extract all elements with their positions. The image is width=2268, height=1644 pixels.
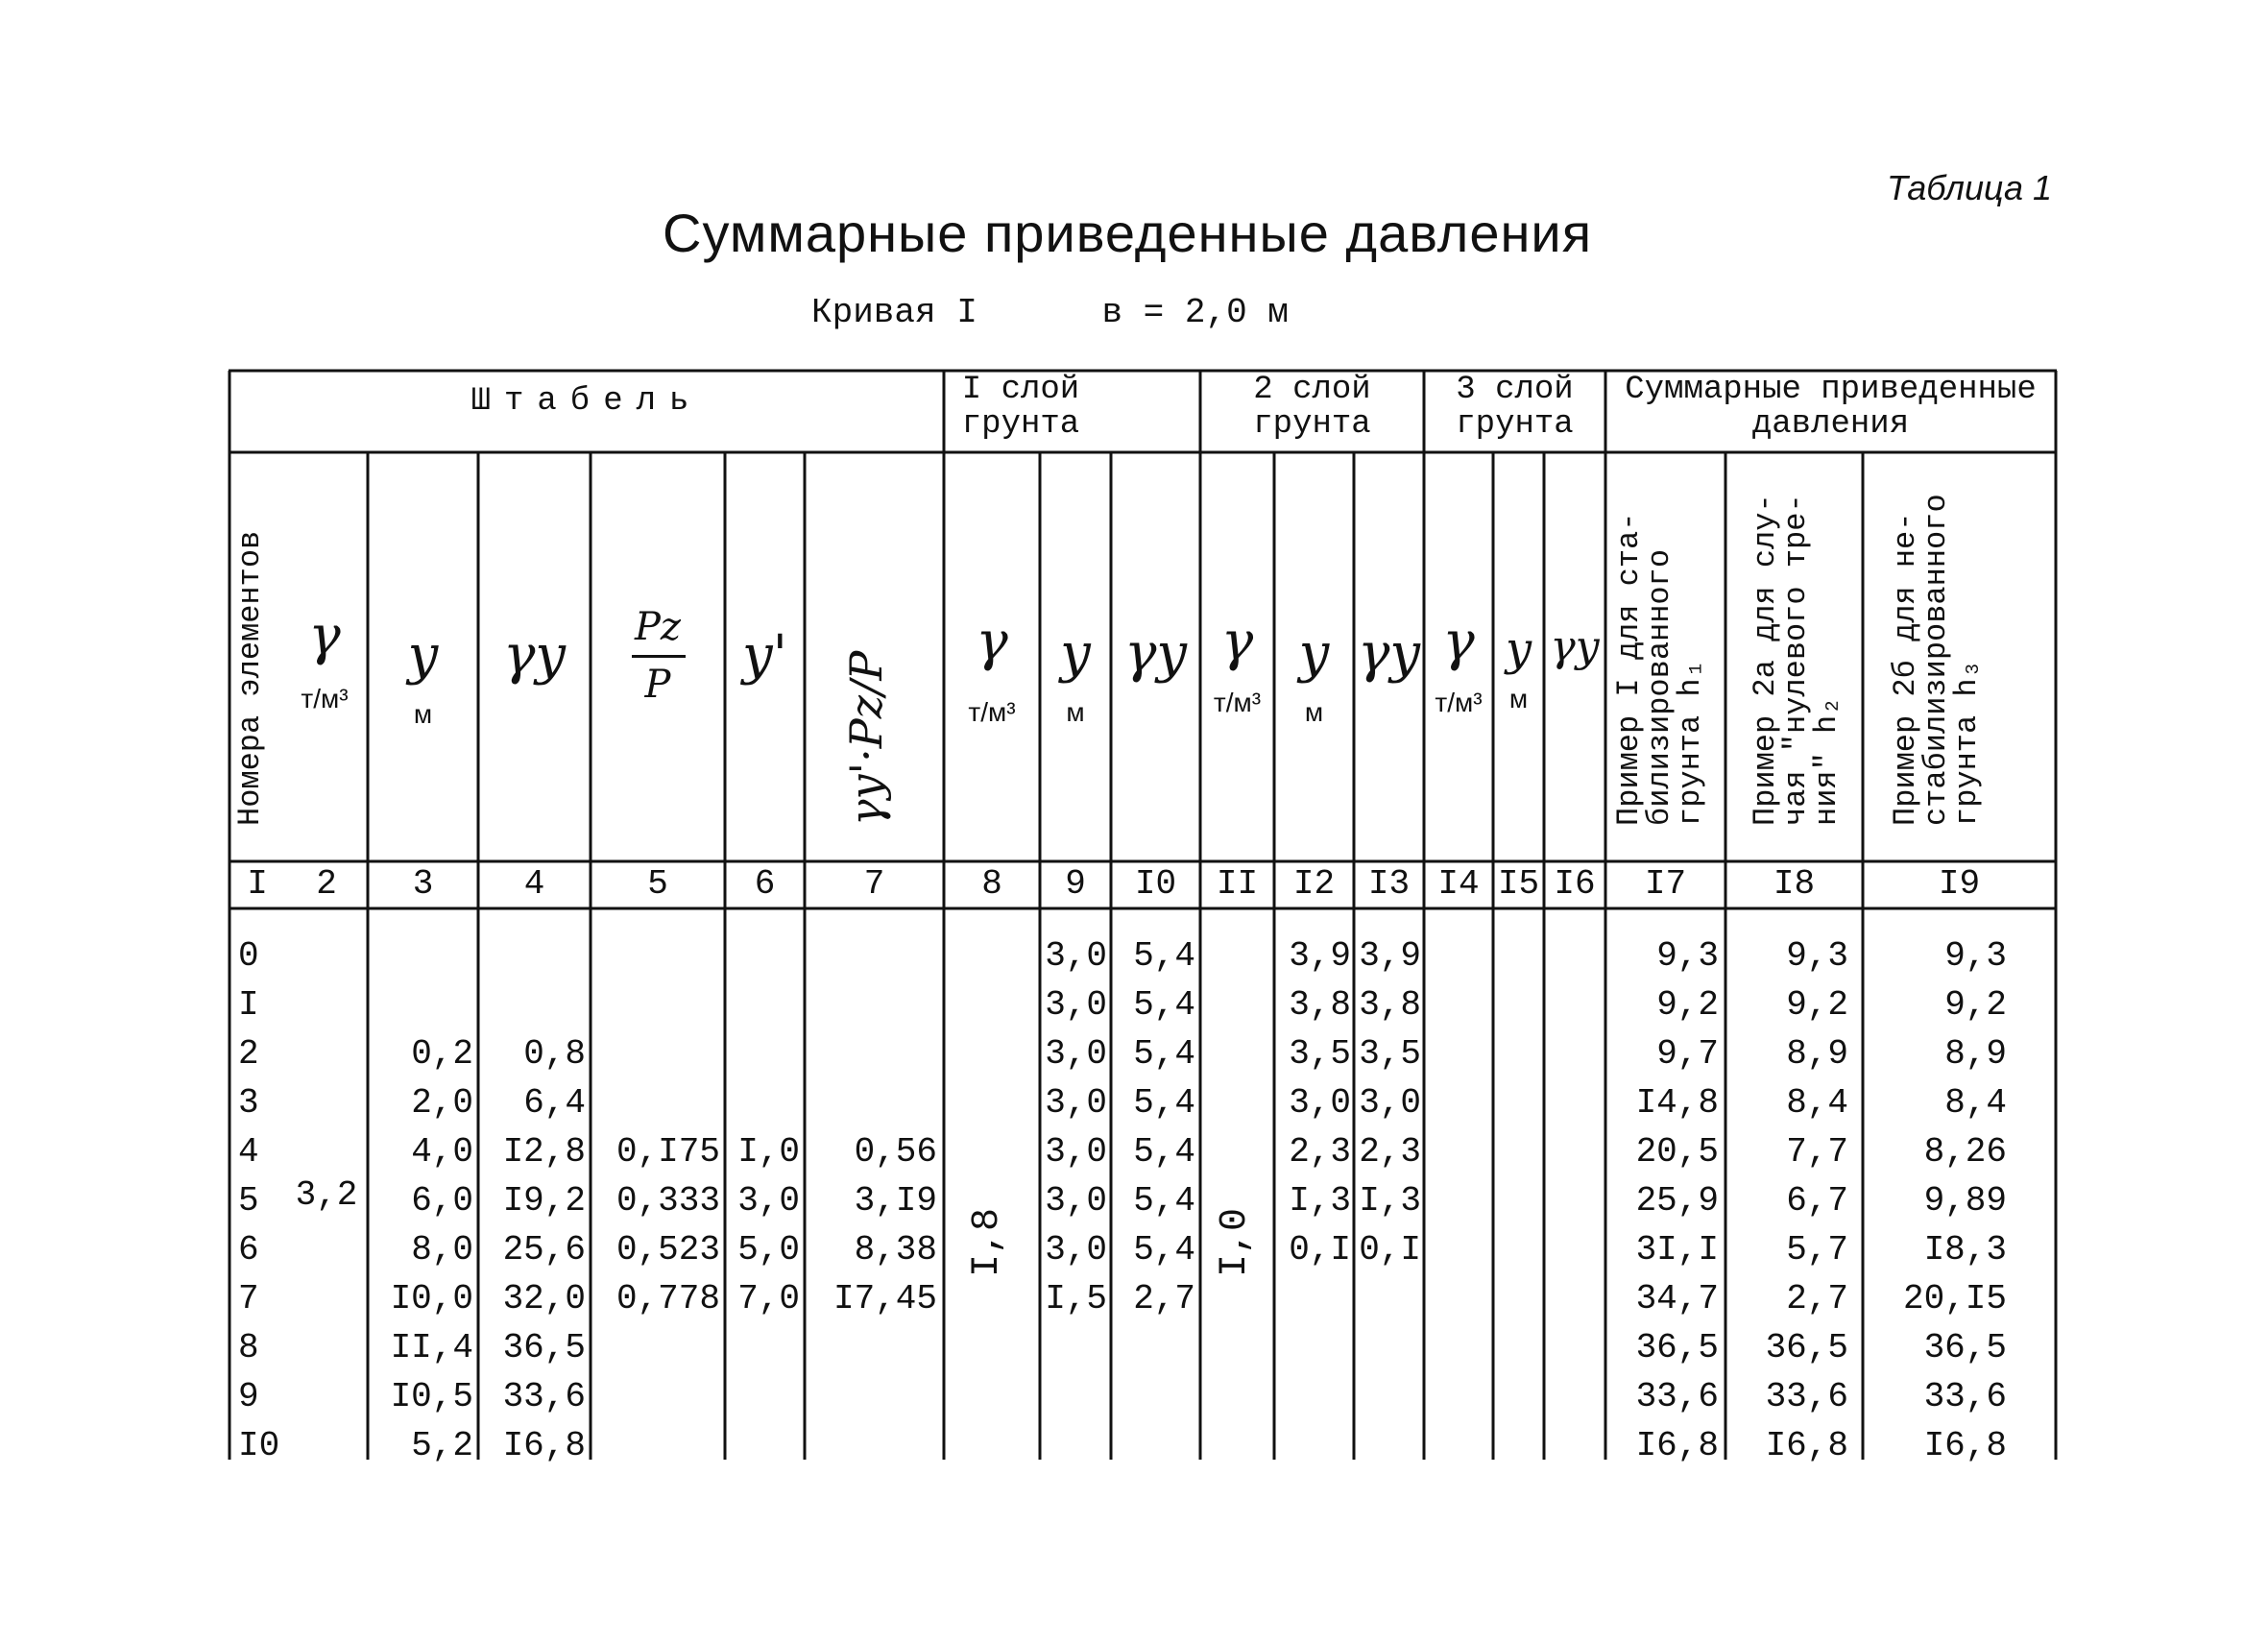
header-col14-symbol: γ [1442,611,1475,673]
colnum-5: 5 [647,864,668,904]
cell-c10: 5,4 [1133,1230,1195,1269]
cell-c13: 3,8 [1359,985,1421,1025]
colnum-19: I9 [1938,864,1981,904]
header-col18-line2: чая "нулевого тре- [1778,494,1814,826]
cell-c6: 5,0 [737,1230,800,1269]
colnum-3: 3 [412,864,434,904]
table-label: Таблица 1 [1887,168,2053,207]
colnum-10: I0 [1134,864,1177,904]
cell-c9: I,5 [1045,1279,1107,1318]
cell-c17: 36,5 [1635,1328,1719,1367]
merged-col11-gamma: I,0 [1214,1207,1257,1277]
cell-n: 4 [238,1132,259,1172]
colnum-14: I4 [1437,864,1480,904]
cell-c9: 3,0 [1045,1230,1107,1269]
header-col17-line1: Пример I для ста- [1611,512,1647,826]
group-layer1-line2: грунта [961,406,1080,443]
cell-c12: 3,0 [1289,1083,1351,1123]
header-col16-symbol: γy [1550,622,1600,671]
colnum-7: 7 [863,864,885,904]
header-col17-line2: билизированного [1642,548,1677,826]
cell-c19: 9,89 [1923,1181,2007,1221]
header-col5-numerator: Pz [635,605,681,649]
page-title: Суммарные приведенные давления [663,203,1593,263]
header-col5-denominator: P [644,663,671,707]
header-col10-symbol: γy [1123,622,1188,685]
cell-n: 2 [238,1034,259,1074]
header-element-numbers: Номера элементов [232,530,268,826]
header-col3-symbol: y [407,624,439,687]
cell-c9: 3,0 [1045,1034,1107,1074]
colnum-17: I7 [1644,864,1687,904]
cell-c4: 0,8 [523,1034,586,1074]
header-col11-symbol: γ [1220,611,1254,673]
group-sum-line1: Суммарные приведенные [1625,372,2037,408]
cell-c18: 8,4 [1786,1083,1848,1123]
cell-c9: 3,0 [1045,1083,1107,1123]
colnum-16: I6 [1554,864,1596,904]
cell-c9: 3,0 [1045,1181,1107,1221]
header-col15-symbol: y [1505,622,1532,676]
header-col18-line1: Пример 2а для слу- [1748,494,1783,826]
cell-c3: 6,0 [411,1181,473,1221]
cell-c19: 20,I5 [1902,1279,2007,1318]
cell-c12: 3,5 [1289,1034,1351,1074]
cell-n: 0 [238,936,259,976]
header-col4-symbol: γy [502,624,567,687]
cell-c3: 4,0 [411,1132,473,1172]
cell-n: 6 [238,1230,259,1269]
cell-c18: I6,8 [1765,1426,1848,1465]
cell-c5: 0,333 [615,1181,720,1221]
cell-c5: 0,523 [615,1230,720,1269]
cell-c17: 3I,I [1635,1230,1719,1269]
colnum-2: 2 [316,864,337,904]
cell-c12: 0,I [1289,1230,1351,1269]
cell-c5: 0,778 [615,1279,720,1318]
cell-c12: 2,3 [1289,1132,1351,1172]
cell-c10: 5,4 [1133,1181,1195,1221]
header-col14-unit: т/м³ [1435,688,1483,717]
cell-c7: 3,I9 [854,1181,937,1221]
header-col12-unit: м [1304,697,1324,727]
header-col12-symbol: y [1298,622,1330,685]
header-col3-unit: м [413,699,433,729]
cell-c5: 0,I75 [615,1132,720,1172]
header-col11-unit: т/м³ [1213,688,1262,717]
cell-c19: I6,8 [1923,1426,2007,1465]
cell-c18: 2,7 [1786,1279,1848,1318]
cell-c17: 33,6 [1635,1377,1719,1416]
cell-c17: 9,7 [1656,1034,1719,1074]
cell-c19: 9,3 [1944,936,2007,976]
cell-c10: 5,4 [1133,1132,1195,1172]
header-col6-symbol: y' [741,624,788,687]
cell-c17: I6,8 [1635,1426,1719,1465]
cell-c17: 34,7 [1635,1279,1719,1318]
cell-c7: 0,56 [854,1132,937,1172]
cell-c3: 8,0 [411,1230,473,1269]
cell-c19: I8,3 [1923,1230,2007,1269]
cell-c3: I0,0 [390,1279,473,1318]
cell-c17: 9,2 [1656,985,1719,1025]
header-col19-line1: Пример 2б для не- [1888,512,1923,826]
cell-c4: 6,4 [523,1083,586,1123]
header-col17-line3: грунта h₁ [1673,660,1708,826]
cell-c3: 2,0 [411,1083,473,1123]
cell-c12: 3,9 [1289,936,1351,976]
cell-c6: I,0 [737,1132,800,1172]
cell-c19: 8,26 [1923,1132,2007,1172]
cell-c18: 9,3 [1786,936,1848,976]
cell-c13: I,3 [1359,1181,1421,1221]
group-layer2-line1: 2 слой [1253,372,1371,408]
group-layer1-line1: I слой [961,372,1080,408]
group-layer3-line1: 3 слой [1456,372,1574,408]
cell-c4: 36,5 [502,1328,586,1367]
cell-c18: 7,7 [1786,1132,1848,1172]
cell-c18: 6,7 [1786,1181,1848,1221]
cell-c7: I7,45 [832,1279,937,1318]
cell-c19: 9,2 [1944,985,2007,1025]
merged-col8-gamma: I,8 [966,1207,1009,1277]
cell-n: I [238,985,259,1025]
cell-c17: 20,5 [1635,1132,1719,1172]
cell-c13: 3,9 [1359,936,1421,976]
header-col7-formula: γy'·Pz/P [840,650,892,826]
cell-n: 3 [238,1083,259,1123]
header-col9-unit: м [1066,697,1085,727]
cell-c3: II,4 [390,1328,473,1367]
cell-c10: 5,4 [1133,1083,1195,1123]
cell-n: 8 [238,1328,259,1367]
cell-c9: 3,0 [1045,1132,1107,1172]
group-layer3-line2: грунта [1456,406,1574,443]
cell-c6: 7,0 [737,1279,800,1318]
colnum-1: I [247,864,268,904]
cell-c4: 32,0 [502,1279,586,1318]
colnum-13: I3 [1367,864,1411,904]
cell-c3: 5,2 [411,1426,473,1465]
header-col2-unit: т/м³ [301,684,349,713]
cell-c4: 25,6 [502,1230,586,1269]
cell-c18: 33,6 [1765,1377,1848,1416]
cell-c3: 0,2 [411,1034,473,1074]
cell-c18: 36,5 [1765,1328,1848,1367]
cell-c10: 5,4 [1133,985,1195,1025]
cell-c13: 2,3 [1359,1132,1421,1172]
cell-c3: I0,5 [390,1377,473,1416]
cell-c13: 3,5 [1359,1034,1421,1074]
header-col19-line3: грунта h₃ [1949,660,1985,826]
cell-c4: I2,8 [502,1132,586,1172]
group-layer2-line2: грунта [1253,406,1371,443]
colnum-15: I5 [1497,864,1540,904]
cell-c17: 25,9 [1635,1181,1719,1221]
cell-c18: 8,9 [1786,1034,1848,1074]
colnum-4: 4 [523,864,545,904]
colnum-12: I2 [1292,864,1336,904]
header-col19-line2: стабилизированного [1918,494,1954,826]
cell-c10: 5,4 [1133,936,1195,976]
group-sum-line2: давления [1751,406,1910,443]
cell-c10: 5,4 [1133,1034,1195,1074]
cell-c12: 3,8 [1289,985,1351,1025]
cell-c18: 9,2 [1786,985,1848,1025]
header-col15-unit: м [1508,684,1529,713]
cell-c4: I6,8 [502,1426,586,1465]
cell-c9: 3,0 [1045,936,1107,976]
merged-col2-gamma: 3,2 [295,1175,358,1215]
cell-c17: 9,3 [1656,936,1719,976]
cell-c19: 8,4 [1944,1083,2007,1123]
cell-n: I0 [238,1426,280,1465]
colnum-9: 9 [1065,864,1086,904]
cell-n: 9 [238,1377,259,1416]
colnum-8: 8 [981,864,1002,904]
header-col9-symbol: y [1060,622,1091,685]
cell-c12: I,3 [1289,1181,1351,1221]
cell-c17: I4,8 [1635,1083,1719,1123]
header-col5-fraction-bar [632,655,686,658]
curve-subtitle: Кривая I в = 2,0 м [811,293,1289,332]
header-col2-symbol: γ [308,605,341,667]
header-col8-unit: т/м³ [968,697,1016,727]
colnum-6: 6 [754,864,776,904]
cell-c19: 8,9 [1944,1034,2007,1074]
cell-c10: 2,7 [1133,1279,1195,1318]
header-col8-symbol: γ [976,611,1008,673]
colnum-11: II [1216,864,1259,904]
cell-c4: I9,2 [502,1181,586,1221]
cell-c13: 3,0 [1359,1083,1421,1123]
colnum-18: I8 [1773,864,1816,904]
cell-n: 7 [238,1279,259,1318]
header-col18-line3: ния" h₂ [1809,696,1845,826]
cell-c18: 5,7 [1786,1230,1848,1269]
cell-c7: 8,38 [854,1230,937,1269]
header-col13-symbol: γy [1357,622,1421,685]
group-stack: Штабель [470,383,703,420]
cell-c4: 33,6 [502,1377,586,1416]
cell-n: 5 [238,1181,259,1221]
cell-c6: 3,0 [737,1181,800,1221]
cell-c19: 36,5 [1923,1328,2007,1367]
cell-c13: 0,I [1359,1230,1421,1269]
cell-c19: 33,6 [1923,1377,2007,1416]
cell-c9: 3,0 [1045,985,1107,1025]
